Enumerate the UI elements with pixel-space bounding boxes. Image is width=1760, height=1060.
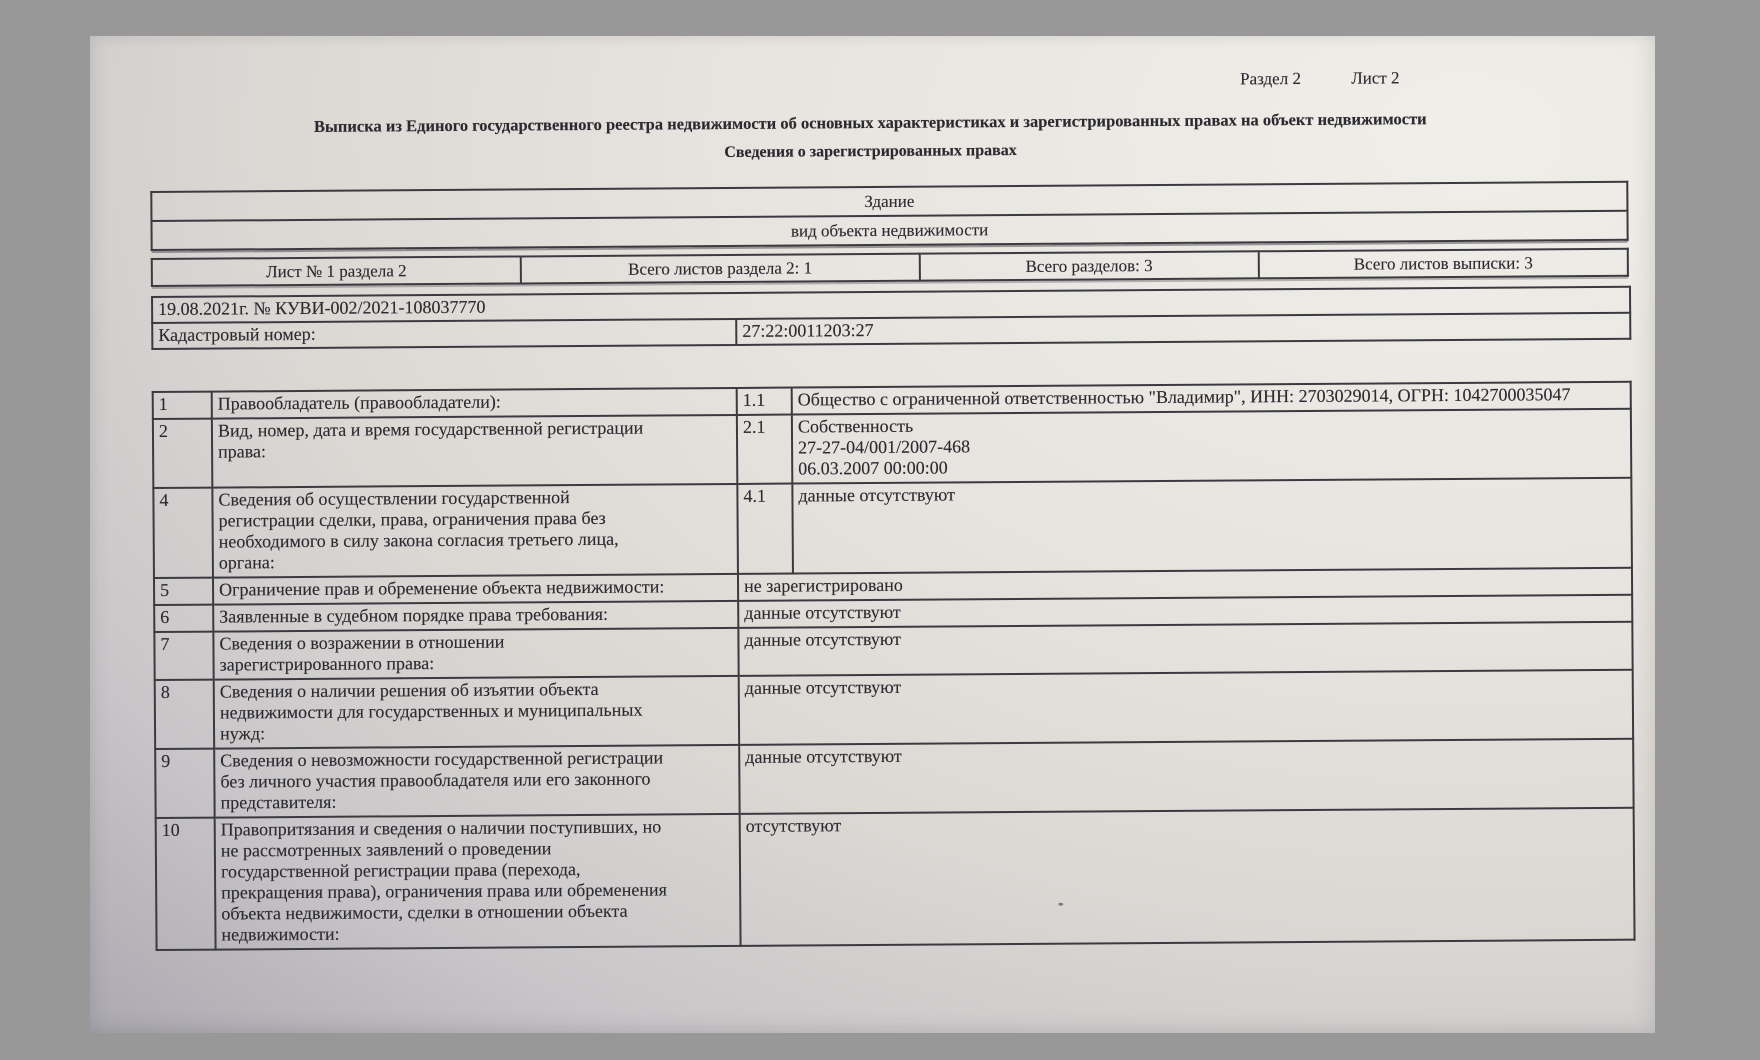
row-num-cell: 5 [154,578,213,605]
row-num-cell: 10 [156,818,216,950]
row-value-cell: данные отсутствуют [739,670,1633,745]
document-subtitle: Сведения о зарегистрированных правах [724,141,1017,162]
sheet-info-row [152,249,1628,286]
table-row [156,808,1635,950]
row-label-cell: Правообладатель (правообладатели): [212,388,737,419]
row-label-cell: Правопритязания и сведения о наличии поступивших, но не рассмотренных заявлений о проведении государственной регистрации права (перехода, прекращения права), ограничения права или обременения объекта недвижимости, сделки в отношении объекта недвижимости: [215,814,741,950]
cadastral-value: 27:22:0011203:27 [736,313,1630,345]
row-value-cell: Собственность 27-27-04/001/2007-468 06.03.2007 00:00:00 [792,409,1631,484]
row-value-cell: не зарегистрировано [738,568,1632,601]
row-sub-cell: 4.1 [737,484,793,574]
row-num-cell: 9 [155,749,214,818]
row-label-cell: Сведения о невозможности государственной регистрации без личного участия правообладателя или его законного представителя: [214,745,739,818]
row-num-cell: 1 [153,392,212,419]
total-sheets-extract-cell: Всего листов выписки: 3 [1259,249,1628,279]
document-title: Выписка из Единого государственного реестра недвижимости об основных характеристиках и зарегистрированных правах на объект недвижимости [313,109,1427,136]
section-label: Раздел 2 [1240,69,1301,89]
document-page [90,36,1655,1033]
registered-rights-table [152,381,1636,951]
row-label-cell: Ограничение прав и обременение объекта недвижимости: [213,574,738,605]
row-label-cell: Сведения о возражении в отношении зарегистрированного права: [213,628,738,680]
sheet-label: Лист 2 [1351,68,1400,88]
row-label-cell: Сведения об осуществлении государственной регистрации сделки, права, ограничения права без необходимого в силу закона согласия третьего лица, органа: [212,484,738,578]
table-row [153,478,1632,578]
row-num-cell: 8 [155,680,214,749]
row-label-cell: Сведения о наличии решения об изъятии объекта недвижимости для государственных и муниципальных нужд: [214,676,739,749]
doc-info-table [151,286,1631,350]
sheet-number-cell: Лист № 1 раздела 2 [152,256,521,286]
row-num-cell: 7 [154,632,213,680]
doc-date-number: 19.08.2021г. № КУВИ-002/2021-108037770 [152,287,1630,323]
row-sub-cell: 1.1 [737,388,792,415]
document-content [87,31,1659,1039]
paper-speck [1058,903,1063,906]
object-type-value: Здание [151,182,1627,221]
table-row [155,670,1633,749]
row-num-cell: 2 [153,419,212,488]
page-corner-labels [87,67,1652,98]
row-num-cell: 4 [153,488,213,578]
row-value-cell: данные отсутствуют [792,478,1632,574]
row-value-cell: Общество с ограниченной ответственностью "Владимир", ИНН: 2703029014, ОГРН: 1042700035047 [792,382,1631,415]
cadastral-label: Кадастровый номер: [152,319,736,349]
object-type-table [150,181,1628,251]
row-num-cell: 6 [154,605,213,632]
row-value-cell: отсутствуют [740,808,1635,946]
row-label-cell: Заявленные в судебном порядке права требования: [213,601,738,632]
row-value-cell: данные отсутствуют [739,739,1633,814]
row-sub-cell: 2.1 [737,415,792,484]
table-row [155,739,1633,818]
row-label-cell: Вид, номер, дата и время государственной регистрации права: [212,415,737,488]
sheet-info-table [151,248,1629,287]
total-sheets-section-cell: Всего листов раздела 2: 1 [521,254,920,284]
total-sections-cell: Всего разделов: 3 [919,251,1259,280]
table-row [153,409,1631,488]
row-value-cell: данные отсутствуют [738,622,1632,676]
row-value-cell: данные отсутствуют [738,595,1632,628]
object-type-caption: вид объекта недвижимости [151,211,1627,250]
